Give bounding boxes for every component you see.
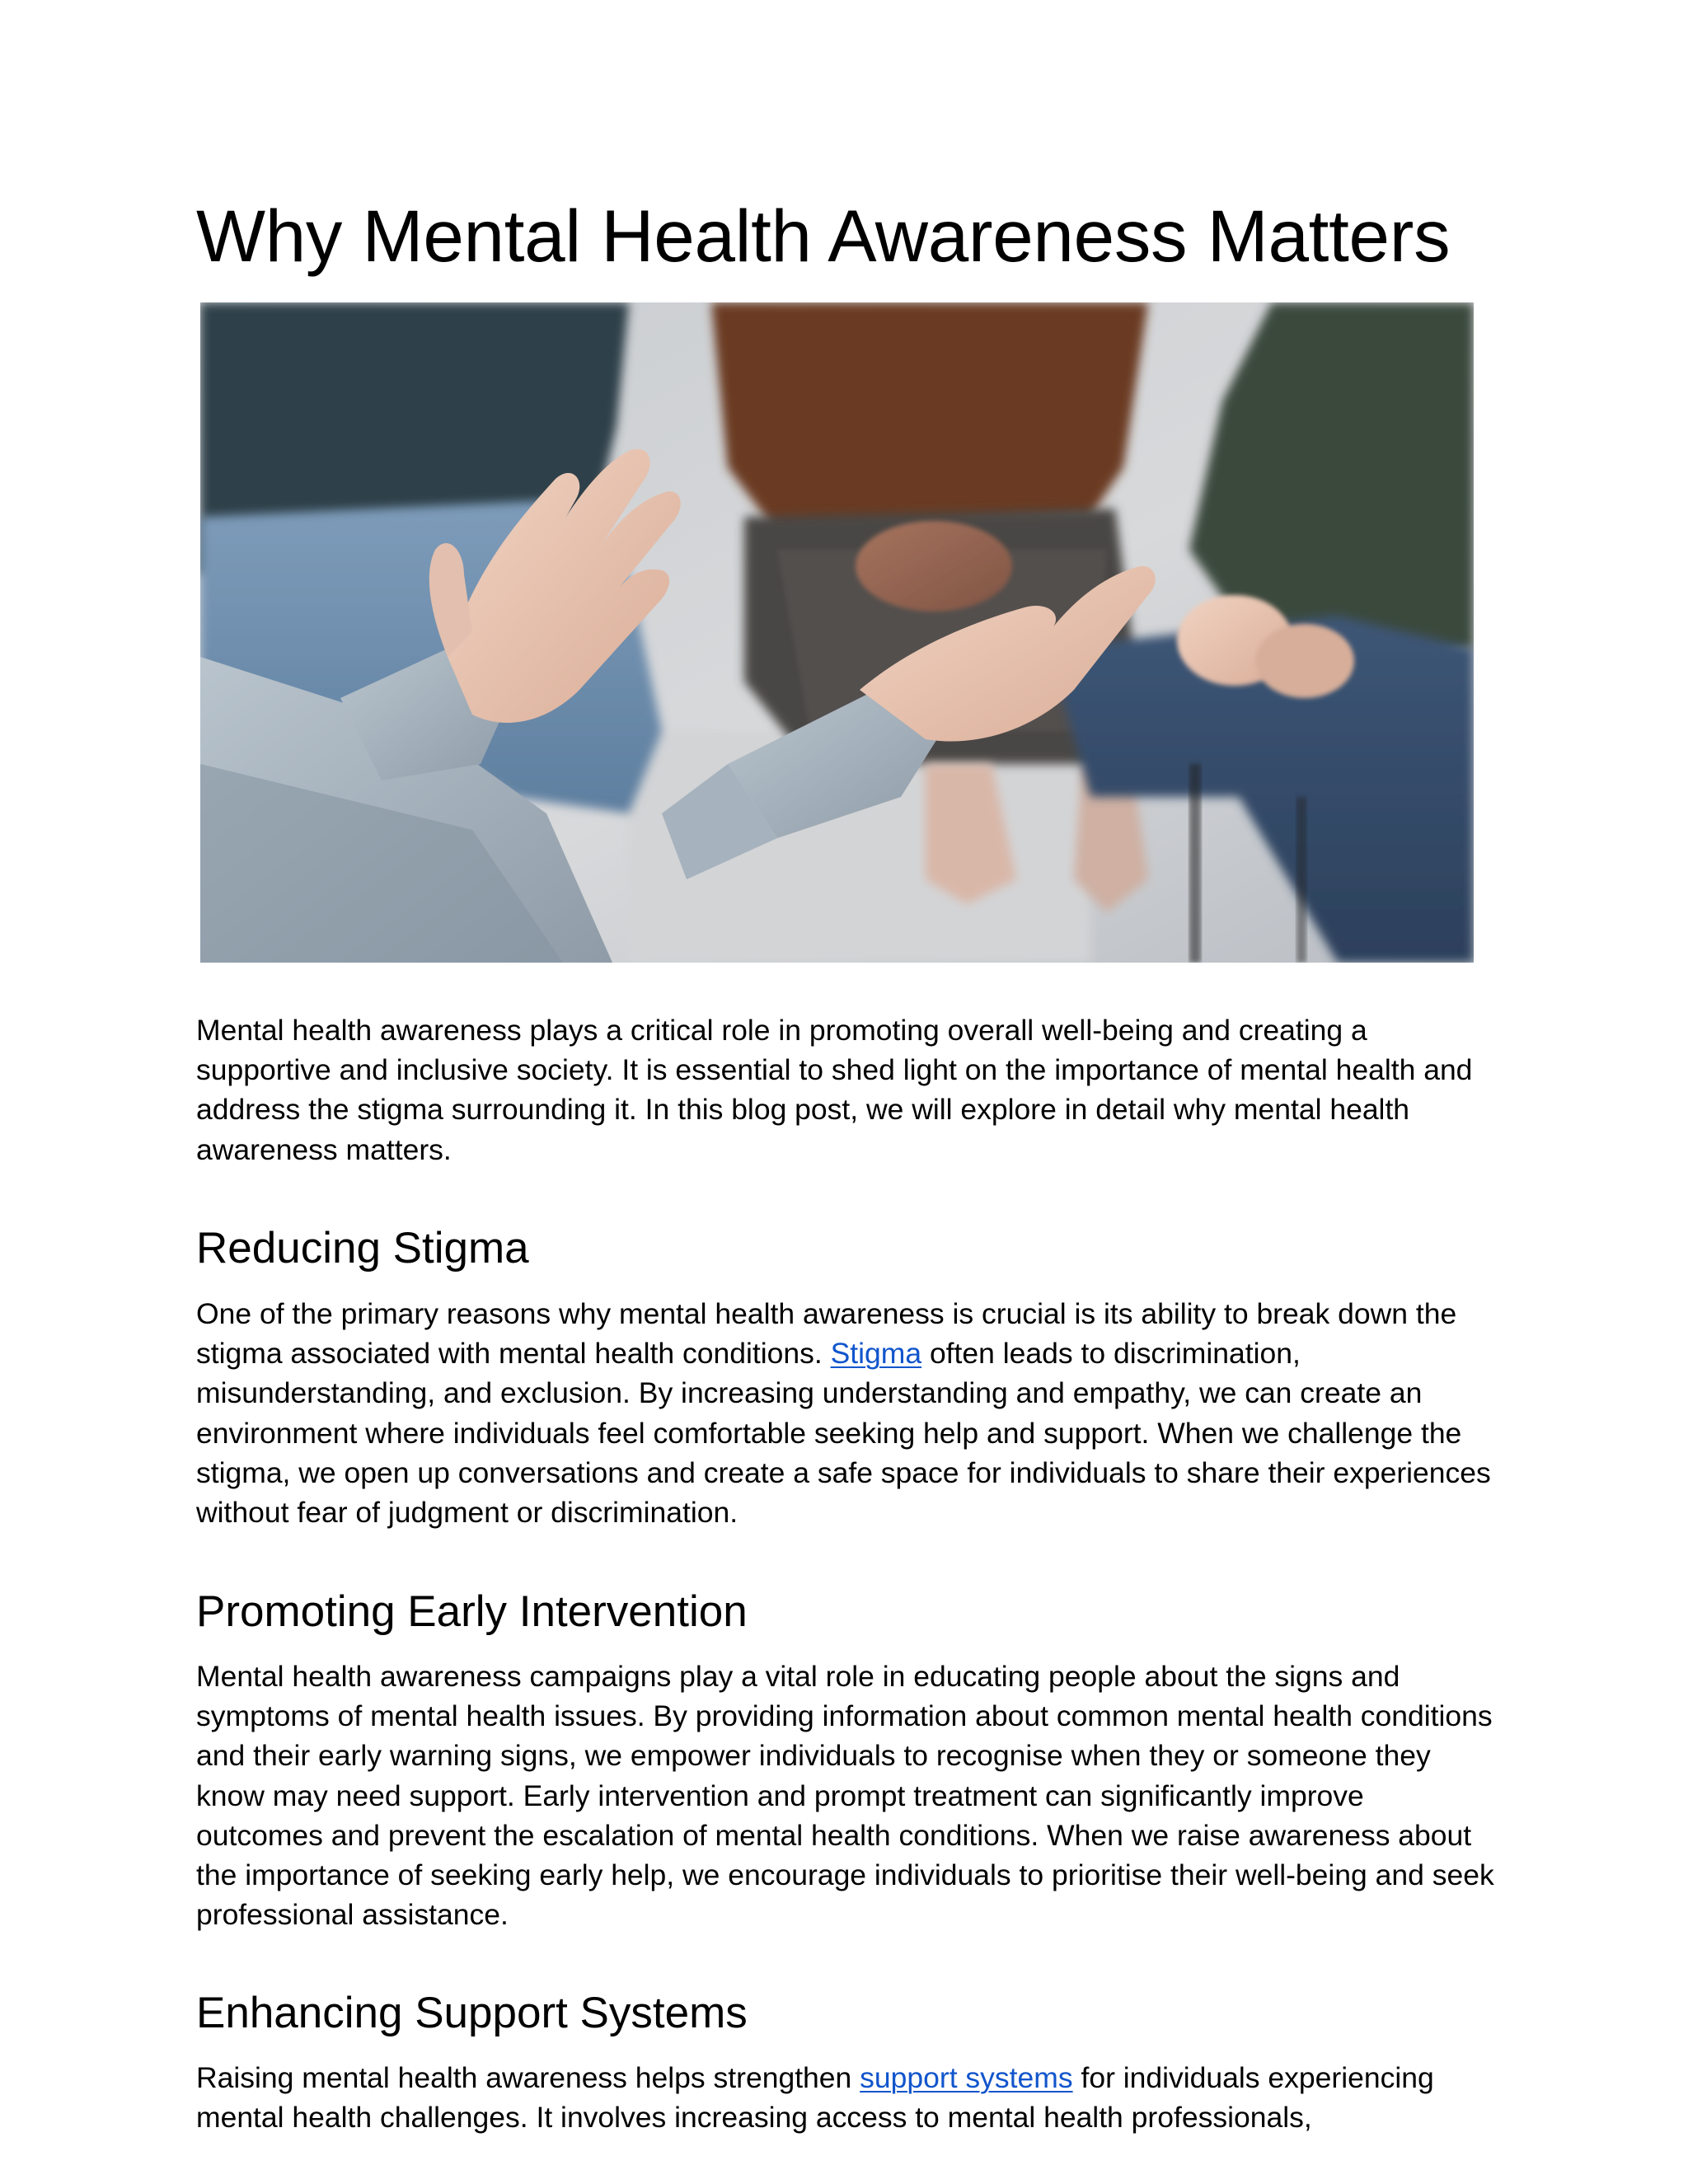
support-systems-link[interactable]: support systems bbox=[860, 2061, 1073, 2094]
reducing-stigma-text-end: often leads to discrimination, misunderstanding, and exclusion. By increasing understanding and empathy, we can create an environment where individuals feel comfortable seeking help and support. When we challenge the stigma, we open up conversations and create a safe space for individuals to share their experiences without fear of judgment or discrimination. bbox=[196, 1337, 1491, 1530]
support-systems-paragraph bbox=[196, 2058, 1498, 2137]
section-heading-reducing-stigma: Reducing Stigma bbox=[196, 1224, 529, 1272]
hero-image bbox=[200, 302, 1474, 963]
page-title: Why Mental Health Awareness Matters bbox=[196, 194, 1451, 277]
support-systems-text-end: for individuals experiencing mental health challenges. It involves increasing access to mental health professionals, bbox=[196, 2061, 1434, 2135]
stigma-link[interactable]: Stigma bbox=[830, 1337, 922, 1371]
reducing-stigma-text-start: One of the primary reasons why mental health awareness is crucial is its ability to break down the stigma associated with mental health conditions. bbox=[196, 1297, 1457, 1371]
intro-paragraph: Mental health awareness plays a critical role in promoting overall well-being and creating a supportive and inclusive society. It is essential to shed light on the importance of mental health and address the stigma surrounding it. In this blog post, we will explore in detail why mental health awareness matters. bbox=[196, 1014, 1473, 1166]
section-heading-early-intervention: Promoting Early Intervention bbox=[196, 1587, 748, 1636]
reducing-stigma-paragraph bbox=[196, 1294, 1498, 1532]
section-heading-support-systems: Enhancing Support Systems bbox=[196, 1989, 748, 2037]
early-intervention-paragraph: Mental health awareness campaigns play a vital role in educating people about the signs and symptoms of mental health issues. By providing information about common mental health conditions and their early warning signs, we empower individuals to recognise when they or someone they know may need support. Early intervention and prompt treatment can significantly improve outcomes and prevent the escalation of mental health conditions. When we raise awareness about the importance of seeking early help, we encourage individuals to prioritise their well-being and seek professional assistance. bbox=[196, 1660, 1494, 1932]
support-systems-text-start: Raising mental health awareness helps strengthen bbox=[196, 2061, 860, 2094]
support-group-hands-photo-icon bbox=[200, 302, 1474, 963]
